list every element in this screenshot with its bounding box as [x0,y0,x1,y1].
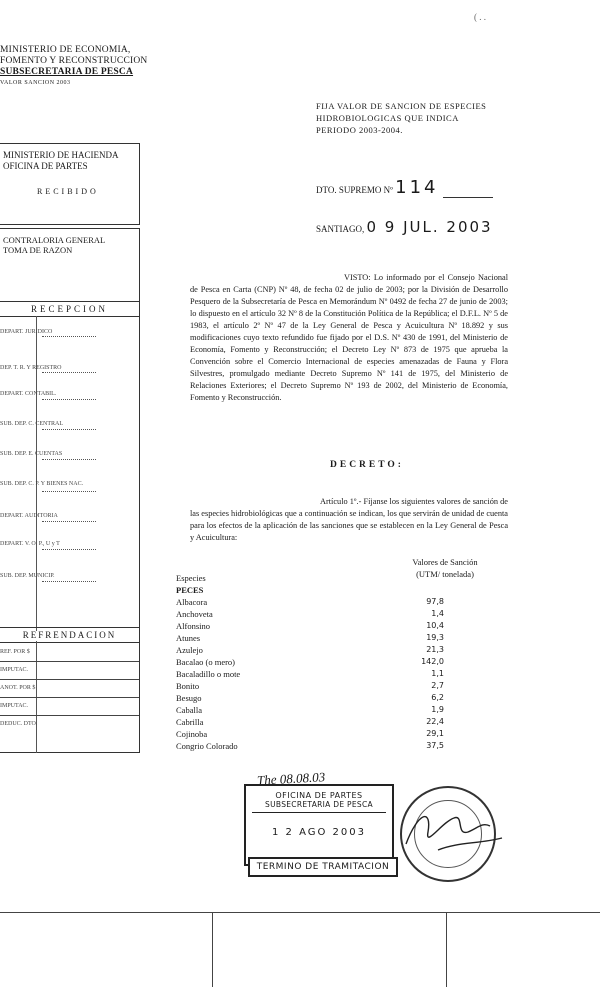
ref-row: ANOT. POR $ [0,685,36,691]
ref-rule [0,679,139,680]
hacienda-stamp [0,143,140,225]
place-date-line [316,218,493,236]
ministry-line-2: FOMENTO Y RECONSTRUCCION [0,56,148,66]
species-value: 21,3 [426,645,444,654]
species-value: 97,8 [426,597,444,606]
ref-row: IMPUTAC. [0,667,29,673]
form-dotted-line [42,336,96,337]
form-dotted-line [42,521,96,522]
visto-paragraph [190,272,508,404]
species-value: 6,2 [431,693,444,702]
species-name: Caballa [176,705,202,715]
form-dotted-line [42,549,96,550]
corner-marks: ( . . [474,12,486,22]
form-dotted-line [42,459,96,460]
ref-row: IMPUTAC. [0,703,29,709]
species-name: Bonito [176,681,200,691]
species-value: 22,4 [426,717,444,726]
ref-row: REF. POR $ [0,649,30,655]
ref-row: DEDUC. DTO. [0,721,38,727]
ministry-line-1: MINISTERIO DE ECONOMIA, [0,45,131,55]
article-text: Fíjanse los siguientes valores de sanción de las especies hidrobiológicas que a continuación se indican, los que servirán de unidad de cuenta para los efectos de la aplicación de las sanciones que se establecen en la Ley General de Pesca y Acuicultura: [190,497,508,542]
decreto-heading: DECRETO: [330,460,404,470]
bottom-divider-left [212,913,213,987]
decree-date: 0 9 JUL. 2003 [366,218,493,236]
species-value: 10,4 [426,621,444,630]
form-dotted-line [42,491,96,492]
stamp-office-line-2: SUBSECRETARIA DE PESCA [252,800,386,813]
species-name: Cabrilla [176,717,204,727]
species-value: 2,7 [431,681,444,690]
form-row: SUB. DEP. MUNICIP. [0,573,55,579]
stamp-office-line-1: OFICINA DE PARTES [275,791,363,800]
bottom-divider-right [446,913,447,987]
form-row: SUB. DEP. C. CENTRAL [0,421,64,427]
hacienda-received: RECIBIDO [37,187,99,196]
termino-tramitacion-stamp: TERMINO DE TRAMITACION [248,857,398,877]
form-row: DEPART. V. O. P., U y T [0,541,60,547]
species-name: Cojinoba [176,729,208,739]
decree-subject: FIJA VALOR DE SANCION DE ESPECIES HIDROBIOLOGICAS QUE INDICA PERIODO 2003-2004. [316,101,487,135]
species-value: 1,9 [431,705,444,714]
form-row: DEPART. JURIDICO [0,329,53,335]
species-name: Bacalao (o mero) [176,657,235,667]
handwritten-date: The 08.08.03 [256,769,326,788]
values-header-line-1: Valores de Sanción [412,557,478,567]
species-name: Anchoveta [176,609,213,619]
form-dotted-line [42,581,96,582]
contraloria-line-1: CONTRALORIA GENERAL [3,235,106,245]
article-1-paragraph [190,496,508,544]
species-name: Besugo [176,693,202,703]
values-header-line-2: (UTM/ tonelada) [416,569,474,579]
ref-rule [0,697,139,698]
reception-section-title: RECEPCION [0,301,139,317]
place-label: SANTIAGO, [316,224,365,234]
species-name: Azulejo [176,645,203,655]
decree-number-label: DTO. SUPREMO Nº [316,185,393,195]
species-value: 19,3 [426,633,444,642]
bottom-rule [0,912,600,913]
ref-rule [0,715,139,716]
species-name: Congrio Colorado [176,741,238,751]
visto-label: VISTO: [344,273,371,282]
form-row: DEP. T. R. Y REGISTRO [0,365,62,371]
species-value: 37,5 [426,741,444,750]
species-header: Especies [176,573,206,583]
species-value: 142,0 [421,657,444,666]
ministry-line-4: VALOR SANCION 2003 [0,80,71,86]
species-value: 29,1 [426,729,444,738]
species-group: PECES [176,585,204,595]
form-row: DEPART. AUDITORIA [0,513,58,519]
species-name: Alfonsino [176,621,210,631]
form-dotted-line [42,372,96,373]
contraloria-form [0,228,140,753]
form-row: SUB. DEP. C. P. Y BIENES NAC. [0,481,84,487]
values-header [385,556,505,580]
ministry-line-3: SUBSECRETARIA DE PESCA [0,67,134,77]
decree-number-underline [443,197,493,198]
hacienda-line-2: OFICINA DE PARTES [3,161,88,171]
species-value: 1,1 [431,669,444,678]
species-name: Albacora [176,597,208,607]
stamp-date: 1 2 AGO 2003 [272,827,366,838]
refrendacion-section-title: REFRENDACION [0,627,139,643]
species-name: Bacaladillo o mote [176,669,241,679]
form-row: DEPART. CONTABIL. [0,391,57,397]
form-row: SUB. DEP. E. CUENTAS [0,451,63,457]
species-value: 1,4 [431,609,444,618]
form-divider [36,316,37,631]
signature [398,792,518,872]
ministry-header [0,45,148,89]
form-dotted-line [42,399,96,400]
decree-number: 114 [395,177,439,198]
decree-number-line [316,177,493,198]
ref-rule [0,661,139,662]
hacienda-line-1: MINISTERIO DE HACIENDA [3,150,119,160]
oficina-partes-stamp [244,784,394,866]
article-label: Artículo 1º.- [320,497,362,506]
form-dotted-line [42,429,96,430]
contraloria-line-2: TOMA DE RAZON [3,245,73,255]
visto-text: Lo informado por el Consejo Nacional de Pesca en Carta (CNP) Nº 48, de fecha 02 de julio de 2003; por la División de Desarrollo Pesquero de la Subsecretaría de Pesca en Memorándum Nº 0492 de fecha 27 de junio de 2003; lo dispuesto en el artículo 32 Nº 8 de la Constitución Política de la República; el D.F.L. Nº 5 de 1983, el artículo 2º Nº 47 de la Ley General de Pesca y Acuicultura Nº 18.892 y sus modificaciones cuyo texto refundido fue fijado por el D.S. Nº 430 de 1991, del Ministerio de Economía, Fomento y Reconstrucción; el Decreto Ley Nº 873 de 1975 que aprueba la Convención sobre el Comercio Internacional de especies amenazadas de Fauna y Flora Silvestres, promulgado mediante Decreto Supremo Nº 141 de 1975, del Ministerio de Relaciones Exteriores; el Decreto Supremo Nº 193 de 2002, del Ministerio de Economía, Fomento y Reconstrucción. [190,273,509,402]
species-name: Atunes [176,633,201,643]
